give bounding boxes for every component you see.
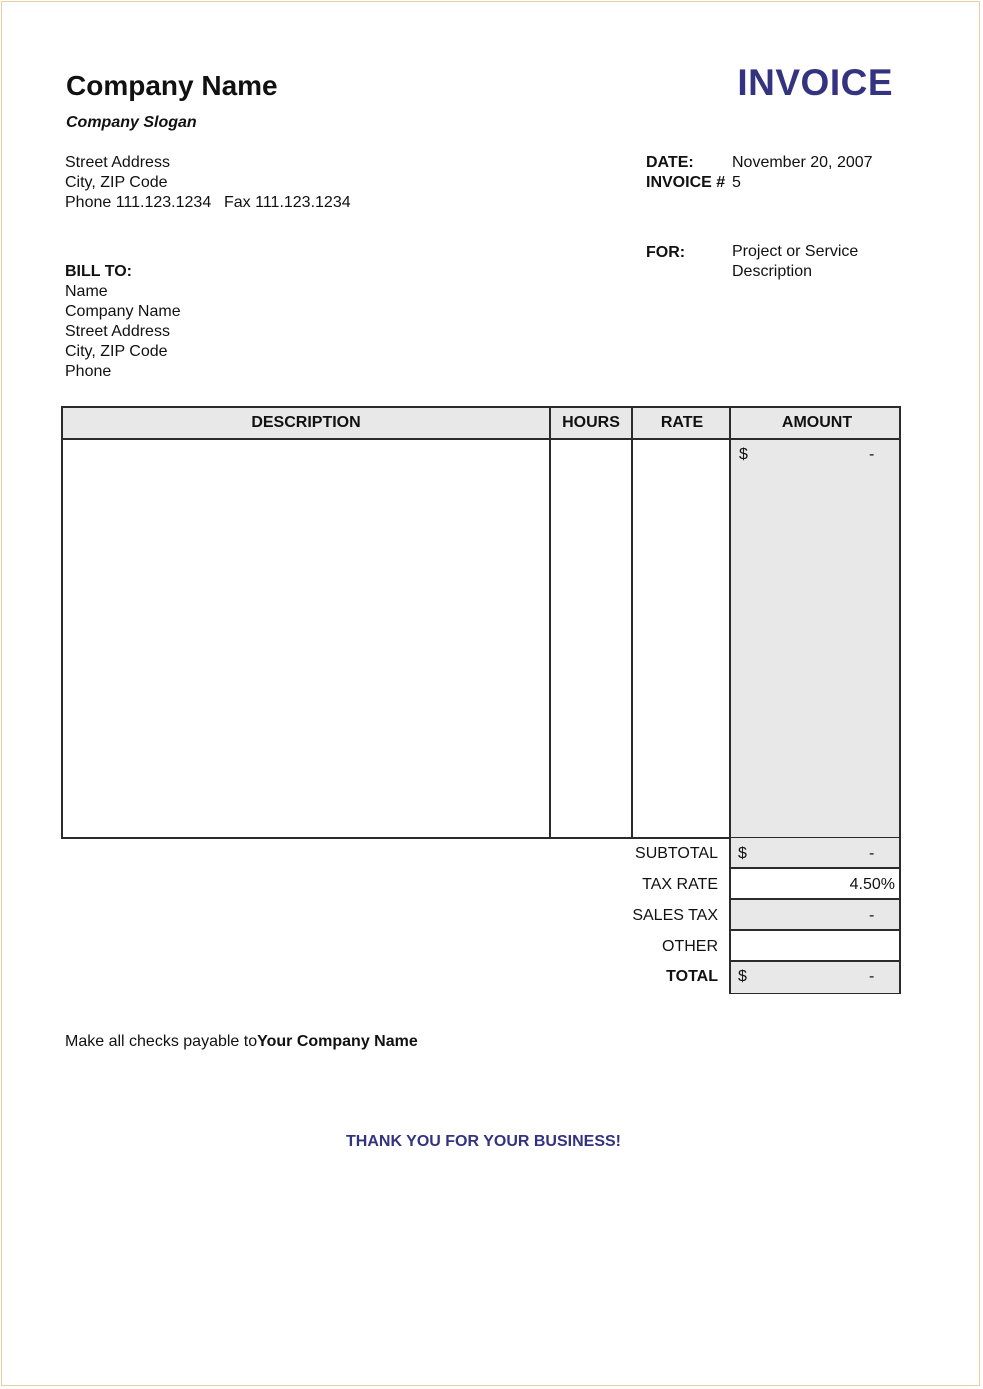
- divider-hours-rate: [631, 408, 633, 837]
- sender-street: Street Address: [65, 154, 170, 171]
- tax-rate-row: [731, 869, 899, 900]
- sender-phone: Phone 111.123.1234: [65, 194, 212, 211]
- subtotal-label: SUBTOTAL: [635, 845, 718, 862]
- col-rate-header: RATE: [660, 414, 704, 431]
- bill-to-name: Name: [65, 283, 108, 300]
- amount-value: -: [869, 446, 875, 463]
- col-hours-header: HOURS: [562, 414, 620, 431]
- sender-fax: Fax 111.123.1234: [224, 194, 351, 211]
- company-name: Company Name: [66, 70, 278, 101]
- bill-to-street: Street Address: [65, 323, 170, 340]
- checks-payable-text: [65, 1032, 418, 1052]
- for-value-line1: Project or Service: [732, 243, 859, 260]
- total-label: TOTAL: [666, 968, 718, 985]
- company-slogan: Company Slogan: [66, 114, 197, 131]
- total-currency: $: [738, 968, 747, 985]
- for-label: FOR:: [646, 244, 686, 261]
- invoice-number-label: INVOICE #: [646, 174, 726, 191]
- line-items-table: [61, 406, 901, 839]
- bill-to-city-zip: City, ZIP Code: [65, 343, 168, 360]
- sales-tax-label: SALES TAX: [632, 907, 718, 924]
- amount-column-fill: [731, 440, 899, 837]
- totals-box: [729, 838, 901, 994]
- thank-you-message: THANK YOU FOR YOUR BUSINESS!: [346, 1133, 621, 1150]
- for-value-line2: Description: [732, 263, 813, 280]
- col-description-header: DESCRIPTION: [251, 414, 361, 431]
- bill-to-label: BILL TO:: [65, 263, 132, 280]
- date-value: November 20, 2007: [732, 154, 873, 171]
- sender-city-zip: City, ZIP Code: [65, 174, 168, 191]
- other-row: [731, 931, 899, 962]
- invoice-title: INVOICE: [737, 62, 893, 103]
- subtotal-row: [731, 838, 899, 869]
- checks-payable-company: Your Company Name: [257, 1033, 418, 1050]
- bill-to-phone: Phone: [65, 363, 112, 380]
- checks-payable-prefix: Make all checks payable to: [65, 1033, 258, 1050]
- subtotal-value: -: [869, 845, 875, 862]
- tax-rate-label: TAX RATE: [642, 876, 718, 893]
- bill-to-company: Company Name: [65, 303, 181, 320]
- table-header-row: [63, 408, 899, 440]
- amount-currency: $: [739, 446, 748, 463]
- invoice-number-value: 5: [732, 174, 741, 191]
- subtotal-currency: $: [738, 845, 747, 862]
- col-amount-header: AMOUNT: [781, 414, 853, 431]
- sales-tax-value: -: [869, 907, 875, 924]
- other-label: OTHER: [662, 938, 718, 955]
- date-label: DATE:: [646, 154, 694, 171]
- tax-rate-value: 4.50%: [849, 876, 895, 893]
- sales-tax-row: [731, 900, 899, 931]
- total-value: -: [869, 968, 875, 985]
- divider-description-hours: [549, 408, 551, 837]
- divider-rate-amount: [729, 408, 731, 837]
- total-row: [731, 962, 899, 993]
